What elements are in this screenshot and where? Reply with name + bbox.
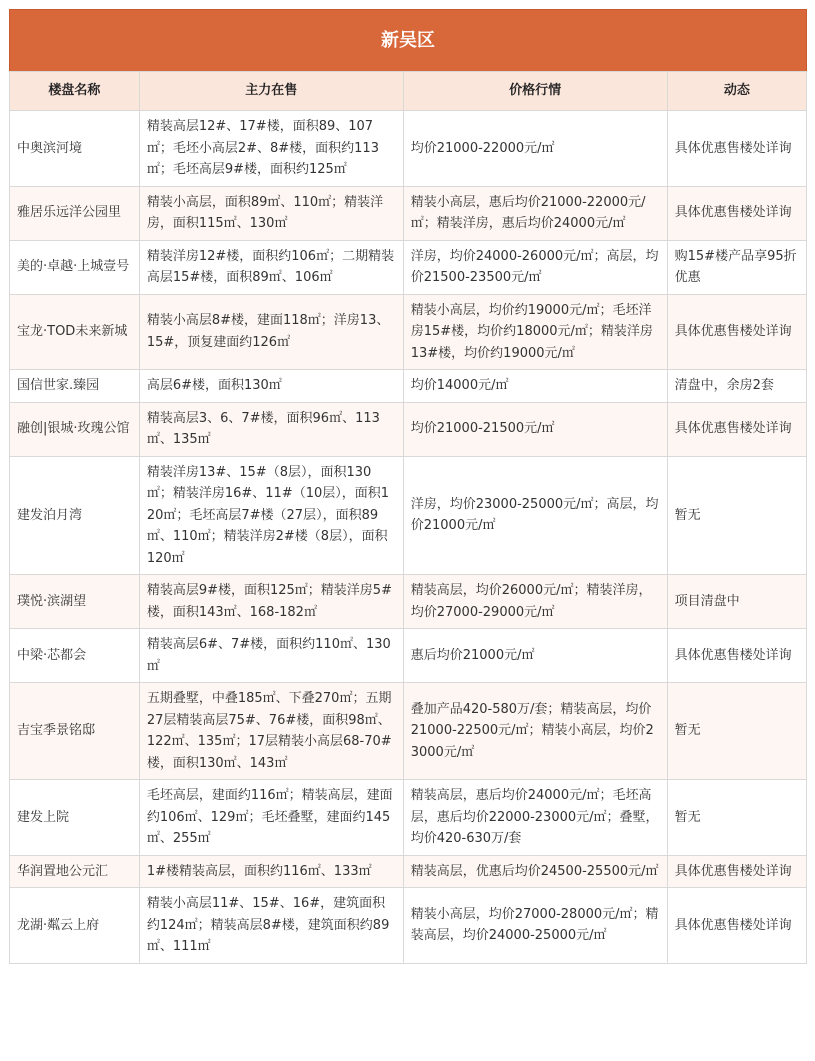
price: 精装高层，优惠后均价24500-25500元/㎡ [403, 855, 667, 888]
table-row [10, 294, 807, 370]
price-table-container [9, 9, 807, 964]
price: 精装小高层，均价27000-28000元/㎡；精装高层，均价24000-25000元/㎡ [403, 888, 667, 964]
main-sale: 精装高层3、6、7#楼，面积96㎡、113㎡、135㎡ [139, 402, 403, 456]
table-row [10, 780, 807, 856]
table-row [10, 855, 807, 888]
main-sale: 五期叠墅，中叠185㎡、下叠270㎡；五期27层精装高层75#、76#楼，面积98㎡、122㎡、135㎡；17层精装小高层68-70#楼，面积130㎡、143㎡ [139, 683, 403, 780]
status: 具体优惠售楼处详询 [667, 294, 806, 370]
table-title: 新吴区 [9, 9, 807, 71]
price-table [9, 71, 807, 964]
header-main-sale: 主力在售 [139, 72, 403, 111]
project-name: 中梁·芯都会 [10, 629, 140, 683]
status: 项目清盘中 [667, 575, 806, 629]
main-sale: 精装洋房12#楼，面积约106㎡；二期精装高层15#楼，面积89㎡、106㎡ [139, 240, 403, 294]
price: 惠后均价21000元/㎡ [403, 629, 667, 683]
table-row [10, 370, 807, 403]
status: 暂无 [667, 456, 806, 575]
main-sale: 精装小高层11#、15#、16#，建筑面积约124㎡；精装高层8#楼，建筑面积约89㎡、111㎡ [139, 888, 403, 964]
price: 均价21000-22000元/㎡ [403, 111, 667, 187]
project-name: 龙湖·粼云上府 [10, 888, 140, 964]
price: 精装高层，惠后均价24000元/㎡；毛坯高层，惠后均价22000-23000元/㎡；叠墅，均价420-630万/套 [403, 780, 667, 856]
status: 具体优惠售楼处详询 [667, 629, 806, 683]
price: 精装小高层，均价约19000元/㎡；毛坯洋房15#楼，均价约18000元/㎡；精装洋房13#楼，均价约19000元/㎡ [403, 294, 667, 370]
price: 均价14000元/㎡ [403, 370, 667, 403]
table-row [10, 240, 807, 294]
project-name: 宝龙·TOD未来新城 [10, 294, 140, 370]
table-row [10, 111, 807, 187]
header-project-name: 楼盘名称 [10, 72, 140, 111]
table-row [10, 575, 807, 629]
main-sale: 高层6#楼，面积130㎡ [139, 370, 403, 403]
status: 具体优惠售楼处详询 [667, 855, 806, 888]
main-sale: 精装洋房13#、15#（8层），面积130㎡；精装洋房16#、11#（10层），面积120㎡；毛坯高层7#楼（27层），面积89㎡、110㎡；精装洋房2#楼（8层），面积120㎡ [139, 456, 403, 575]
status: 暂无 [667, 780, 806, 856]
status: 暂无 [667, 683, 806, 780]
main-sale: 1#楼精装高层，面积约116㎡、133㎡ [139, 855, 403, 888]
status: 购15#楼产品享95折优惠 [667, 240, 806, 294]
main-sale: 精装小高层，面积89㎡、110㎡；精装洋房，面积115㎡、130㎡ [139, 186, 403, 240]
header-status: 动态 [667, 72, 806, 111]
main-sale: 精装高层9#楼，面积125㎡；精装洋房5#楼，面积143㎡、168-182㎡ [139, 575, 403, 629]
status: 具体优惠售楼处详询 [667, 888, 806, 964]
status: 具体优惠售楼处详询 [667, 186, 806, 240]
status: 清盘中，余房2套 [667, 370, 806, 403]
status: 具体优惠售楼处详询 [667, 111, 806, 187]
project-name: 融创|银城·玫瑰公馆 [10, 402, 140, 456]
price: 精装高层，均价26000元/㎡；精装洋房，均价27000-29000元/㎡ [403, 575, 667, 629]
table-row [10, 683, 807, 780]
price: 洋房，均价23000-25000元/㎡；高层，均价21000元/㎡ [403, 456, 667, 575]
table-row [10, 888, 807, 964]
table-row [10, 186, 807, 240]
project-name: 中奥滨河境 [10, 111, 140, 187]
status: 具体优惠售楼处详询 [667, 402, 806, 456]
price: 均价21000-21500元/㎡ [403, 402, 667, 456]
table-row [10, 456, 807, 575]
table-row [10, 629, 807, 683]
main-sale: 毛坯高层，建面约116㎡；精装高层，建面约106㎡、129㎡；毛坯叠墅，建面约145㎡、255㎡ [139, 780, 403, 856]
project-name: 吉宝季景铭邸 [10, 683, 140, 780]
project-name: 雅居乐远洋公园里 [10, 186, 140, 240]
table-row [10, 402, 807, 456]
project-name: 璞悦·滨湖望 [10, 575, 140, 629]
main-sale: 精装高层12#、17#楼，面积89、107㎡；毛坯小高层2#、8#楼，面积约113㎡；毛坯高层9#楼，面积约125㎡ [139, 111, 403, 187]
price: 叠加产品420-580万/套；精装高层，均价21000-22500元/㎡；精装小高层，均价23000元/㎡ [403, 683, 667, 780]
main-sale: 精装高层6#、7#楼，面积约110㎡、130㎡ [139, 629, 403, 683]
project-name: 建发上院 [10, 780, 140, 856]
header-row [10, 72, 807, 111]
project-name: 华润置地公元汇 [10, 855, 140, 888]
main-sale: 精装小高层8#楼，建面118㎡；洋房13、15#，顶复建面约126㎡ [139, 294, 403, 370]
price: 洋房，均价24000-26000元/㎡；高层，均价21500-23500元/㎡ [403, 240, 667, 294]
project-name: 美的·卓越·上城壹号 [10, 240, 140, 294]
project-name: 国信世家.臻园 [10, 370, 140, 403]
price: 精装小高层，惠后均价21000-22000元/㎡；精装洋房，惠后均价24000元/㎡ [403, 186, 667, 240]
project-name: 建发泊月湾 [10, 456, 140, 575]
header-price: 价格行情 [403, 72, 667, 111]
